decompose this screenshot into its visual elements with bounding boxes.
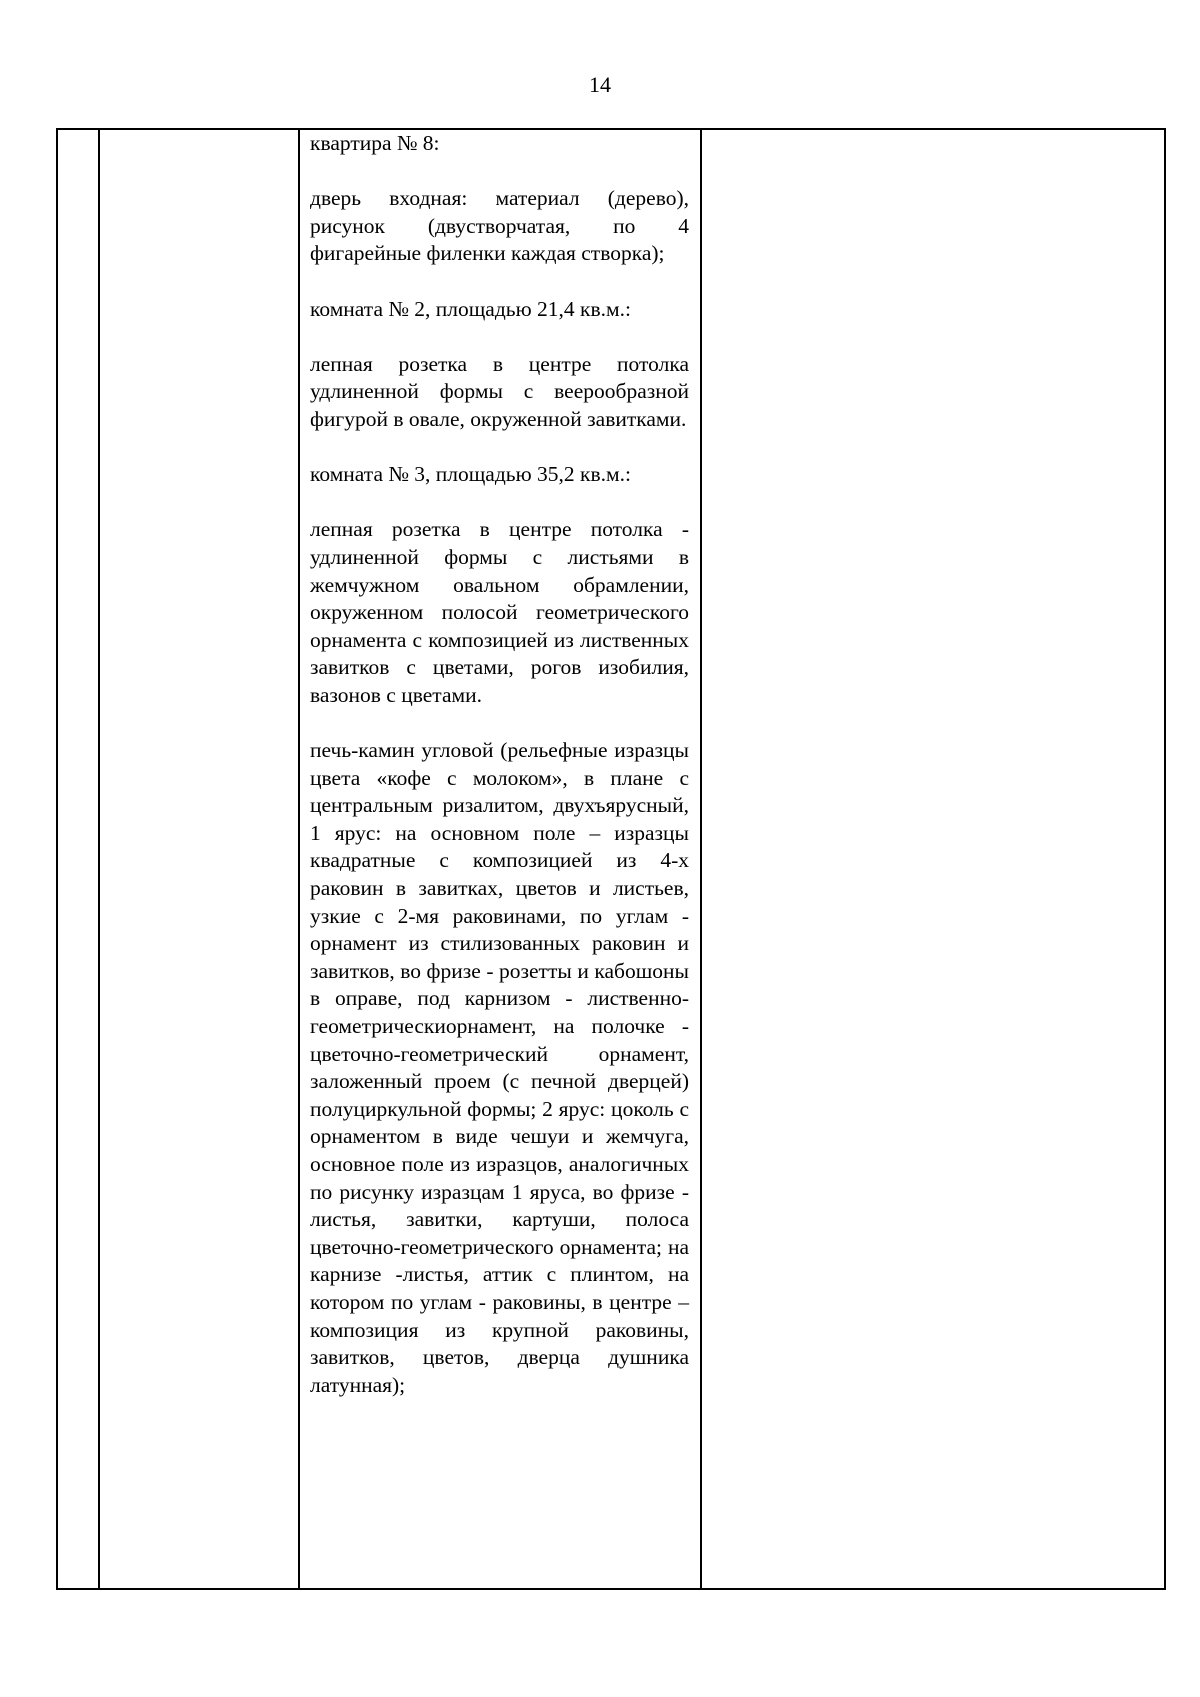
document-table <box>56 128 1166 1590</box>
paragraph-apartment-8: квартира № 8: <box>310 131 440 155</box>
table-cell-notes <box>701 129 1165 1589</box>
paragraph-entrance-door: дверь входная: материал (дерево), рисунок (двустворчатая, по 4 фигарейные филенки каждая створка); <box>310 186 689 266</box>
paragraph-room-3-rosette: лепная розетка в центре потолка - удлиненной формы с листьями в жемчужном овальном обрамлении, окруженном полосой геометрического орнамента с композицией из лиственных завитков с цветами, рогов изобилия, вазонов с цветами. <box>310 517 689 707</box>
paragraph-room-3-heading: комната № 3, площадью 35,2 кв.м.: <box>310 462 631 487</box>
table-row <box>57 129 1165 1589</box>
table-cell-number <box>57 129 99 1589</box>
page-number: 14 <box>589 72 611 97</box>
paragraph-stove-fireplace: печь-камин угловой (рельефные изразцы цвета «кофе с молоком», в плане с центральным ризалитом, двухъярусный, 1 ярус: на основном поле – изразцы квадратные с композицией из 4-х раковин в завитках, цветов и листьев, узкие с 2-мя раковинами, по углам - орнамент из стилизованных раковин и завитков, во фризе - розетты и кабошоны в оправе, под карнизом - лиственно-геометрическиорнамент, на полочке - цветочно-геометрический орнамент, заложенный проем (с печной дверцей) полуциркульной формы; 2 ярус: цоколь с орнаментом в виде чешуи и жемчуга, основное поле из изразцов, аналогичных по рисунку изразцам 1 яруса, во фризе - листья, завитки, картуши, полоса цветочно-геометрического орнамента; на карнизе -листья, аттик с плинтом, на котором по углам - раковины, в центре – композиция из крупной раковины, завитков, цветов, дверца душника латунная); <box>310 738 689 1397</box>
table-cell-object <box>99 129 299 1589</box>
description-text <box>300 130 700 1399</box>
paragraph-room-2-heading: комната № 2, площадью 21,4 кв.м.: <box>310 296 631 321</box>
paragraph-room-2-rosette: лепная розетка в центре потолка удлиненной формы с веерообразной фигурой в овале, окруженной завитками. <box>310 351 689 431</box>
table-cell-description <box>299 129 701 1589</box>
